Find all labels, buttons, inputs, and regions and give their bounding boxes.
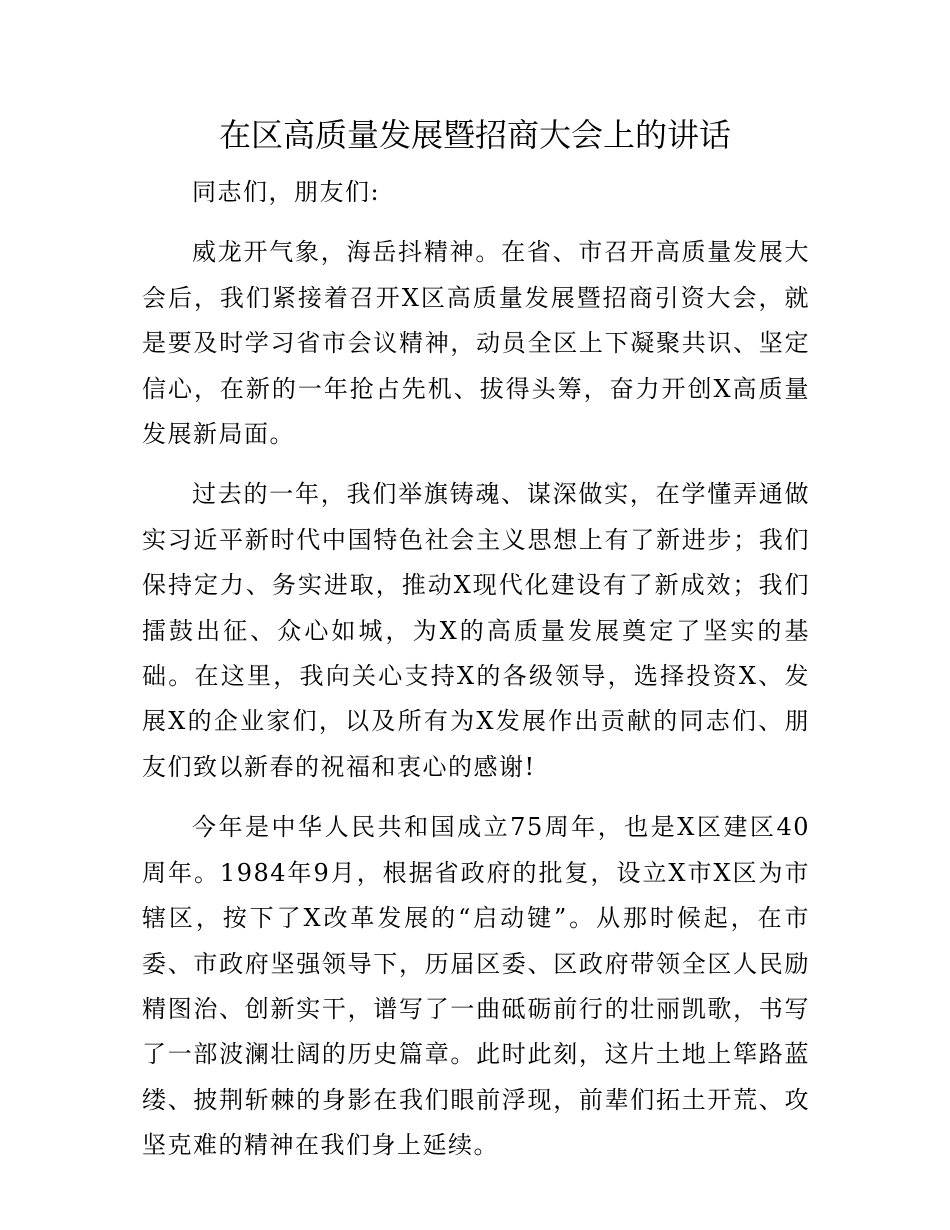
- paragraph-1: 威龙开气象，海岳抖精神。在省、市召开高质量发展大会后，我们紧接着召开X区高质量发展暨招商引资大会，就是要及时学习省市会议精神，动员全区上下凝聚共识、坚定信心，在新的一年抢占先机、拔得头筹，奋力开创X高质量发展新局面。: [142, 238, 810, 449]
- document-title: 在区高质量发展暨招商大会上的讲话: [218, 116, 731, 154]
- document-body: [142, 170, 810, 1169]
- paragraph-3: 今年是中华人民共和国成立75周年，也是X区建区40周年。1984年9月，根据省政府的批复，设立X市X区为市辖区，按下了X改革发展的“启动键”。从那时候起，在市委、市政府坚强领导下，历届区委、区政府带领全区人民励精图治、创新实干，谱写了一曲砥砺前行的壮丽凯歌，书写了一部波澜壮阔的历史篇章。此时此刻，这片土地上筚路蓝缕、披荆斩棘的身影在我们眼前浮现，前辈们拓土开荒、攻坚克难的精神在我们身上延续。: [142, 813, 810, 1160]
- paragraph-2: 过去的一年，我们举旗铸魂、谋深做实，在学懂弄通做实习近平新时代中国特色社会主义思想上有了新进步；我们保持定力、务实进取，推动X现代化建设有了新成效；我们擂鼓出征、众心如城，为X的高质量发展奠定了坚实的基础。在这里，我向关心支持X的各级领导，选择投资X、发展X的企业家们，以及所有为X发展作出贡献的同志们、朋友们致以新春的祝福和衷心的感谢!: [142, 480, 810, 781]
- salutation: 同志们，朋友们:: [192, 178, 381, 206]
